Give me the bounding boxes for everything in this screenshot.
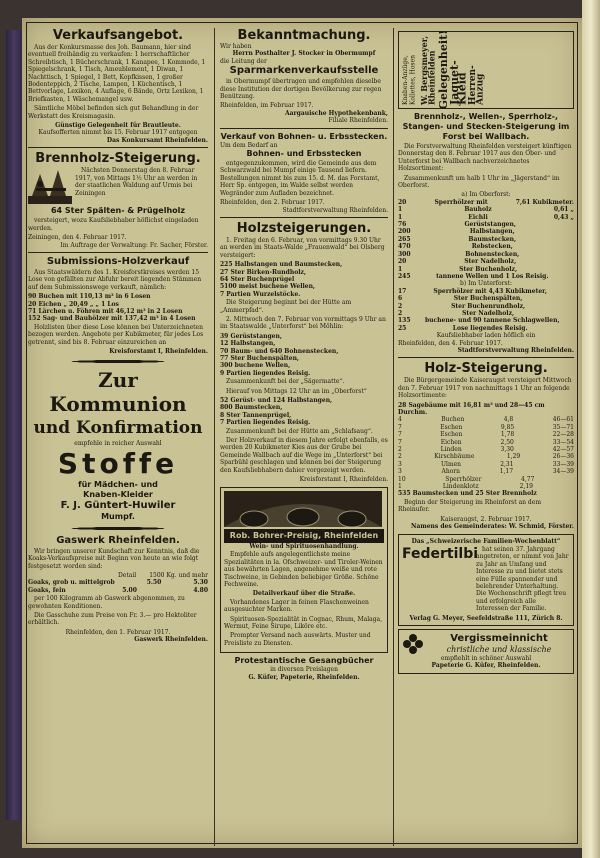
brenn2-body: Die Forstverwaltung Rheinfelden versteigert künftigen Donnerstag den 8. Februar 1917 aus den Ober- und Unterforst bei Wallbach nachverzeichnetes Holzsortiment:	[398, 143, 572, 173]
holz3-title: Holz-Steigerung.	[424, 361, 548, 377]
holz-body: 1. Freitag den 6. Februar, von vormittags 9.30 Uhr an werden im Staats-Walde „Frauenwald“ bei Olsberg versteigert:	[220, 236, 385, 259]
brenn-body2: versteigert, wozu Kaufsliebhaber höflichst eingeladen werden.	[28, 217, 199, 232]
top-firm: W. Bergsmeyer, Rheinfelden	[418, 35, 437, 105]
brenn-sign: Im Auftrage der Verwaltung: Fr. Sacher, Förster.	[60, 241, 208, 249]
gas-row-v2: 4.80	[193, 586, 208, 594]
list-cell: tannene Wellen und 1 Los Reisig.	[436, 272, 549, 280]
list-cell: 4,77	[521, 475, 535, 483]
list-cell: Gerüststangen,	[464, 221, 516, 229]
holz-body4: Der Holzverkauf in diesem Jahre erfolgt ebenfalls, es werden 20 Kubikmeter Kies aus der Grube bei Gemeinde Wallbach auf die Wege im „Unterforst“ bei Sparbühl geschlagen und können bei der Steigerung den Kaufsliebhabern dahier vorgezeigt werden.	[220, 437, 388, 474]
brenn2-b: b) Im Unterforst:	[459, 280, 513, 288]
woodcutter-illustration-icon	[28, 166, 72, 206]
flower-icon	[402, 633, 424, 655]
holz3-date: Kaiseraugst, 2. Februar 1917.	[440, 515, 532, 523]
gas-title: Gaswerk Rheinfelden.	[56, 534, 180, 546]
divider	[28, 147, 208, 148]
brenn2-a: a) Im Oberforst:	[461, 191, 511, 199]
list-row	[398, 453, 574, 460]
bohn-date: Rheinfelden, den 2. Februar 1917.	[220, 199, 325, 207]
holz-body3: Hierauf von Mittags 12 Uhr an im „Oberforst“	[226, 387, 367, 395]
bek-name: Herrn Posthalter J. Stocker in Obermumpf	[232, 50, 376, 58]
brenn-item: 64 Ster Spälten- & Prügelholz	[50, 206, 186, 216]
sub-row: 90 Buchen mit 110,13 m³ in 6 Losen	[28, 293, 151, 301]
list-cell: 2,31	[500, 460, 514, 468]
list-cell: 4	[398, 416, 402, 424]
holz-item: 800 Baumstecken,	[220, 404, 283, 412]
holz-item: 39 Gerüststangen,	[220, 332, 282, 340]
list-cell: 1	[398, 265, 403, 273]
gesang-sign: G. Küfer, Papeterie, Rheinfelden.	[248, 673, 360, 681]
list-cell: 46—61	[552, 416, 574, 424]
stoffe-sub-1: für Mädchen- und	[78, 479, 158, 489]
list-cell: 9,85	[500, 423, 515, 431]
list-row	[398, 266, 574, 273]
divider	[28, 252, 208, 253]
list-cell: 7	[398, 438, 402, 446]
list-cell: Kirschbäume	[434, 453, 475, 461]
gas-body: Wir bringen unserer Kundschaft zur Kenntnis, daß die Koaks-Verkaufspreise mit Beginn von heute an wie folgt festgesetzt worden sind:	[28, 547, 200, 570]
holz3-head: 28 Sagebäume mit 16,81 m³ und 28—45 cm Durchm.	[398, 401, 545, 416]
verkauf-body: Aus der Konkursmasse des Joh. Baumann, hier sind eventuell freihändig zu verkaufen: 1 herrschaftlicher Schreibtisch, 1 Bücherschrank, 1 Kanapee, 1 Kommode, 1 Spiegelschrank, 1 Tisch, Ameublement, 1 Diwan, 1 Nachttisch, 1 Spiegel, 1 Bett, Kopfkissen, 1 großer Bodenteppich, 2 Tische, Lampen, 1 Küchentisch, 1 Bettvorlage, Lexikon, 4 Auflage, 6 Bände, Ortz Lexikon, 1 Briefkasten, 1 Wäschemangel usw.	[28, 44, 206, 103]
top-3: Herren-Anzug	[467, 65, 486, 105]
list-cell: Linden	[440, 446, 462, 454]
holz3-tail: 535 Baumstecken und 25 Ster Brennholz	[398, 490, 537, 498]
verkauf-gunstig: Günstige Gelegenheit für Brautleute.	[55, 122, 181, 130]
list-cell: 33—54	[552, 438, 574, 446]
holz-item: 77 Ster Buchenspälten,	[220, 355, 300, 362]
gas-head-3: und mehr	[178, 572, 208, 579]
wein-sub: Wein- und Spirituosenhandlung.	[249, 542, 359, 550]
gas-head-1: Detail	[118, 572, 137, 579]
list-row	[398, 416, 574, 423]
brenn2-sign: Stadtforstverwaltung Rheinfelden.	[457, 346, 574, 354]
list-cell: Ster Buchenspälten,	[453, 295, 523, 303]
holz3-body2: Beginn der Steigerung im Rheinforst an dem Rheinufer.	[398, 498, 542, 514]
holz-item: 7 Partien liegendes Reisig.	[220, 419, 311, 427]
holz-sign: Kreisforstamt I, Rheinfelden.	[299, 476, 388, 484]
holz-body2: 2. Mittwoch den 7. Februar von vormittags 9 Uhr an im Staatswalde „Unterforst“ bei Möhlin:	[220, 315, 386, 331]
divider	[220, 128, 388, 129]
ornament	[38, 526, 198, 531]
wein-body3: Spirituosen-Spezialität in Cognac, Rhum, Malaga, Wermut, Feine Sirupe, Liköre etc.	[224, 615, 383, 630]
list-row	[398, 199, 574, 206]
list-row	[398, 228, 574, 235]
bohn-body2: entgegenzukommen, wird die Gemeinde aus dem Schwarzwald bei Mumpf einige Tausend liefern. Bestellungen nimmt bis zum 15. d. M. das Forstamt, Herr Sp. entgegen, im Walde selbst werden Wegränder zum Aufladen bezeichnet.	[220, 160, 380, 197]
list-cell: 135	[398, 317, 411, 325]
bek-sign-2: Filiale Rheinfelden.	[328, 117, 388, 125]
wein-body2: Vorhandenes Lager in feinen Flaschenweinen ausgesuchter Marken.	[224, 598, 369, 614]
sub-body2: Holzlisten über diese Lose können bei Unterzeichneten bezogen werden. Angebote per Kubikmeter, für jedes Los getrennt, sind bis 8. Februar einzureichen an	[28, 323, 204, 346]
top-side: Knaben-Anzüge, Kollettes, Hosen	[402, 55, 417, 105]
column-2	[220, 28, 388, 846]
holz3-body: Die Bürgergemeinde Kaiseraugst versteigert Mittwoch den 7. Februar 1917 von nachmittags 1 Uhr an folgende Holzsortimente:	[398, 377, 572, 400]
holz-item: 9 Partien liegendes Reisig.	[220, 369, 311, 377]
list-row	[398, 251, 574, 258]
sub-title: Submissions-Holzverkauf	[46, 255, 190, 267]
fam-ad	[398, 534, 574, 626]
list-cell: Eschen	[440, 431, 463, 439]
holz-mid2: Zusammenkunft bei der „Sägermatte“.	[226, 378, 345, 386]
list-cell: Lose liegendes Reisig.	[452, 324, 528, 332]
list-cell: 33—39	[552, 460, 574, 468]
column-rule	[214, 28, 215, 846]
komm-title-2: und Konfirmation	[33, 418, 203, 439]
sub-body: Aus Staatswäldern des 1. Kreisforstkreises werden 15 Lose von gefällten zur Abfuhr bereit liegenden Stämmen auf dem Submissionswege verkauft, nämlich:	[28, 268, 202, 291]
list-cell: 0,61 „	[553, 206, 574, 214]
list-row	[398, 325, 574, 332]
list-cell: 0,43 „	[553, 213, 574, 221]
gas-row-v2: 5.30	[193, 579, 208, 587]
column-rule	[393, 28, 394, 846]
bek-date: Rheinfelden, im Februar 1917.	[220, 102, 314, 110]
list-cell: 34—39	[552, 468, 574, 476]
wein-body4: Prompter Versand nach auswärts. Muster und Preisliste zu Diensten.	[224, 632, 371, 647]
list-cell: Ster Buchenholz,	[459, 265, 518, 273]
gas-sign: Gaswerk Rheinfelden.	[134, 636, 208, 644]
top-ad	[398, 31, 574, 109]
list-row	[398, 439, 574, 446]
vergiss-ad	[398, 629, 574, 674]
list-cell: 7,61 Kubikmeter.	[515, 198, 574, 206]
verkauf-note: Sämtliche Möbel befinden sich gut Behandlung in der Werkstatt des Kreismagasin.	[28, 105, 199, 120]
list-cell: 7	[398, 431, 402, 439]
brenn-body: Nächsten Donnerstag den 8. Februar 1917, von Mittags 1½ Uhr an werden in der staatlichen Waldung auf Urmis bei Zeiningen	[75, 167, 198, 197]
list-cell: Eichli	[468, 213, 488, 221]
list-cell: 1	[398, 206, 403, 214]
list-cell: 1,78	[500, 431, 515, 439]
list-cell: 20	[398, 198, 407, 206]
list-cell: Ster Nadelholz,	[464, 258, 517, 266]
list-cell: Ahorn	[441, 468, 461, 476]
sub-row: 71 Lärchen u. Föhren mit 46,12 m³ in 2 Losen	[28, 307, 183, 315]
bek-item: Sparmarkenverkaufsstelle	[229, 65, 379, 77]
list-row	[398, 288, 574, 295]
list-cell: Halbstangen,	[469, 228, 515, 236]
list-cell: 1,17	[499, 468, 514, 476]
vergiss-body: empfiehlt in schöner Auswahl	[440, 654, 532, 662]
list-row	[398, 258, 574, 265]
verkauf-sign: Das Konkursamt Rheinfelden.	[106, 136, 208, 144]
list-cell: Baumstecken,	[468, 235, 517, 243]
list-row	[398, 206, 574, 213]
holz-item: 70 Baum- und 640 Bohnenstecken,	[220, 347, 339, 355]
list-row	[398, 214, 574, 221]
wein-body: Empfehle aufs angelegentlichste meine Spezialitäten in la. Ofschweizer- und Tiroler-Weinen aus bewährten Lagen, angenehme weiße und rote Tischweine, in Gebinden beliebiger Größe. Schöne Fechweine.	[224, 551, 383, 588]
list-cell: Bauholz	[464, 206, 492, 214]
bohn-item: Bohnen- und Erbsstecken	[246, 149, 362, 159]
list-cell: Rebstecken,	[471, 243, 513, 251]
list-cell: Lindenklotz	[442, 483, 479, 491]
list-cell: 2	[398, 453, 402, 461]
wein-note: Detailverkauf über die Straße.	[252, 590, 356, 598]
brenn-title: Brennholz-Steigerung.	[35, 151, 201, 167]
bek-sign-1: Aargauische Hypothekenbank,	[284, 109, 388, 117]
gas-body3: Die Gasschuhe zum Preise von Fr. 3.— pro Hektoliter erhältlich.	[28, 612, 197, 627]
brenn2-date: Rheinfelden, den 4. Februar 1917.	[398, 339, 503, 347]
list-row	[398, 295, 574, 302]
list-cell: 42—57	[552, 446, 574, 454]
list-cell: Eichen	[440, 438, 462, 446]
stoffe-firm: F. J. Güntert-Huwiler	[60, 499, 176, 511]
brenn2-meet: Zusammenkunft um halb 1 Uhr im „Jägerstand“ im Oberforst.	[398, 174, 560, 190]
gas-date: Rheinfelden, den 1. Februar 1917.	[65, 628, 171, 636]
bek-body: die Leitung der	[220, 57, 267, 65]
top-1: Gelegenheit!	[436, 30, 450, 110]
list-cell: 470	[398, 243, 411, 251]
list-cell: 2	[398, 309, 403, 317]
list-row	[398, 310, 574, 317]
gas-body2: per 100 Kilogramm ab Gaswerk abgenommen, zu gewohnten Konditionen.	[28, 595, 185, 610]
list-cell: buchene- und 90 tannene Schlagwellen,	[424, 317, 560, 325]
list-cell: 245	[398, 272, 411, 280]
list-row	[398, 303, 574, 310]
list-cell: 25	[398, 324, 407, 332]
wein-firm: Rob. Bohrer-Preisig, Rheinfelden	[224, 529, 384, 543]
bek-body2: in Obermumpf übertragen und empfehlen dieselbe diese Institution der dortigen Bevölkerung zur regen Benützung.	[220, 78, 382, 101]
divider	[398, 357, 574, 358]
list-cell: 200	[398, 228, 411, 236]
list-cell: 26—36	[552, 453, 574, 461]
verkauf-date: Kaufsofferten nimmt bis 15. Februar 1917 entgegen	[38, 129, 198, 137]
list-cell: 3	[398, 468, 402, 476]
holz-item: 12 Halbstangen,	[220, 340, 276, 348]
bek-intro: Wir haben	[220, 43, 252, 50]
divider	[220, 217, 388, 218]
list-cell: 1,29	[506, 453, 521, 461]
holz-item: 7 Partien Wurzelstöcke.	[220, 290, 301, 298]
holz-mid: Die Steigerung beginnt bei der Hütte am „Ammerpfad“.	[220, 299, 352, 314]
wein-ad	[220, 487, 388, 654]
list-cell: 300	[398, 250, 411, 258]
list-cell: Sperrhölzer mit	[434, 198, 488, 206]
list-cell: Ster Nadelholz,	[462, 309, 515, 317]
brenn2-title: Brennholz-, Wellen-, Sperrholz-, Stangen- und Stecken-Steigerung im Forst bei Wallbach.	[402, 112, 570, 141]
list-row	[398, 431, 574, 438]
list-cell: Eschen	[440, 423, 463, 431]
list-cell: 22—28	[552, 431, 574, 439]
list-cell: 1	[398, 483, 402, 491]
feder-sign: Verlag G. Meyer, Seefeldstraße 111, Zürich 8.	[409, 614, 563, 622]
brenn-place: Zeiningen, den 4. Februar 1917.	[28, 234, 127, 242]
list-row	[398, 446, 574, 453]
list-row	[398, 468, 574, 475]
list-row	[398, 273, 574, 280]
komm-sub: empfehle in reicher Auswahl	[74, 440, 162, 448]
gas-row-v1: 5.00	[122, 586, 137, 594]
list-cell: 17	[398, 287, 407, 295]
feder-body: hat seinen 37. Jahrgang angetreten, er nimmt von Jahr zu Jahr an Umfang und Interesse zu und bietet stets eine Fülle spannender und belehrender Unterhaltung. Die Wochenschrift pflegt treu und erfolgreich alle Interessen der Familie.	[476, 545, 569, 613]
komm-title-1: Zur Kommunion	[49, 368, 187, 417]
list-row	[398, 461, 574, 468]
list-cell: Buchen	[441, 416, 465, 424]
gas-head-2: 1500 Kg.	[149, 572, 177, 579]
list-cell: 2,19	[519, 483, 533, 491]
list-cell: 1	[398, 213, 403, 221]
list-cell: 265	[398, 235, 411, 243]
holz-item: 27 Ster Birken-Rundholz,	[220, 268, 306, 276]
holz-item: 8 Ster Tannenprügel,	[220, 411, 292, 419]
stoffe-title: Stoffe	[57, 446, 179, 480]
list-cell: 6	[398, 295, 403, 303]
vergiss-sign: Papeterie G. Küfer, Rheinfelden.	[431, 662, 541, 670]
list-row	[398, 483, 574, 490]
top-2: Jaquet-Kleid	[448, 60, 469, 105]
ornament	[38, 359, 198, 364]
list-cell: Ulmen	[440, 460, 462, 468]
vergiss-sub: christliche und klassische	[446, 644, 552, 654]
bohn-sign: Stadtforstverwaltung Rheinfelden.	[282, 206, 388, 214]
gesang-sub: in diversen Preislagen	[270, 666, 338, 674]
column-1	[28, 28, 208, 846]
stoffe-city: Mumpf.	[101, 511, 135, 521]
list-cell: Ster Buchenrundholz,	[451, 302, 526, 310]
bek-title: Bekanntmachung.	[237, 28, 371, 43]
wine-cellar-illustration-icon	[224, 491, 382, 527]
sub-sign: Kreisforstamt I, Rheinfelden.	[109, 347, 208, 355]
list-row	[398, 221, 574, 228]
holz3-sign: Namens des Gemeinderates: W. Schmid, Förster.	[410, 523, 574, 531]
list-cell: 20	[398, 258, 407, 266]
list-cell: Sperrhölzer	[445, 475, 482, 483]
gas-row-label: Goaks, fein	[28, 586, 66, 594]
gesang-title: Protestantische Gesangbücher	[234, 656, 374, 666]
book-binding	[6, 30, 22, 820]
list-cell: 4,8	[503, 416, 514, 424]
list-cell: 76	[398, 221, 407, 229]
list-cell: 3,30	[500, 446, 514, 454]
sub-row: 152 Sag- und Bauhölzer mit 137,42 m³ in 4 Losen	[28, 315, 196, 323]
fam-title: Das „Schweizerische Familien-Wochenblatt“	[411, 537, 561, 545]
sub-row: 20 Eichen „ 20,49 „ „ 1 Los	[28, 300, 119, 308]
holz-title: Holzsteigerungen.	[236, 220, 372, 236]
holz-mid3: Zusammenkunft bei der Hütte am „Schlafsaug“.	[226, 427, 373, 435]
list-row	[398, 476, 574, 483]
holz-item: 52 Gerüst- und 124 Halbstangen,	[220, 397, 333, 405]
bohn-body: Um dem Bedarf an	[220, 141, 278, 149]
list-cell: Sperrhölzer mit 4,43 Kubikmeter,	[433, 287, 547, 295]
list-row	[398, 424, 574, 431]
page-edges	[582, 0, 600, 858]
list-cell: 2	[398, 302, 403, 310]
list-cell: 2,50	[500, 438, 514, 446]
list-cell: 10	[398, 475, 406, 483]
holz-item: 300 buchene Wellen,	[220, 362, 291, 370]
column-3	[398, 28, 574, 846]
list-row	[398, 317, 574, 324]
verkauf-title: Verkaufsangebot.	[52, 28, 184, 43]
vergiss-title: Vergissmeinnicht	[450, 632, 548, 644]
holz-item: 64 Ster Buchenprügel	[220, 275, 295, 283]
feder-title: Federtilbi	[402, 545, 479, 562]
brenn2-note: Kaufsliebhaber laden höflich ein	[436, 332, 536, 340]
list-cell: 2	[398, 446, 402, 454]
bohn-title: Verkauf von Bohnen- u. Erbsstecken.	[220, 131, 388, 141]
list-cell: 35—71	[552, 423, 574, 431]
gas-row-v1: 5.50	[146, 579, 162, 587]
holz-item: 5100 meist buchene Wellen,	[220, 283, 316, 291]
holz-item: 225 Halbstangen und Baumstecken,	[220, 261, 343, 269]
list-cell: 3	[398, 460, 402, 468]
list-cell: 7	[398, 423, 402, 431]
gas-row-label: Goaks, grob u. mittelgrob	[28, 579, 115, 587]
list-row	[398, 243, 574, 250]
list-row	[398, 236, 574, 243]
list-cell: Bohnenstecken,	[465, 250, 520, 258]
stoffe-sub-2: Knaben-Kleider	[83, 489, 153, 499]
